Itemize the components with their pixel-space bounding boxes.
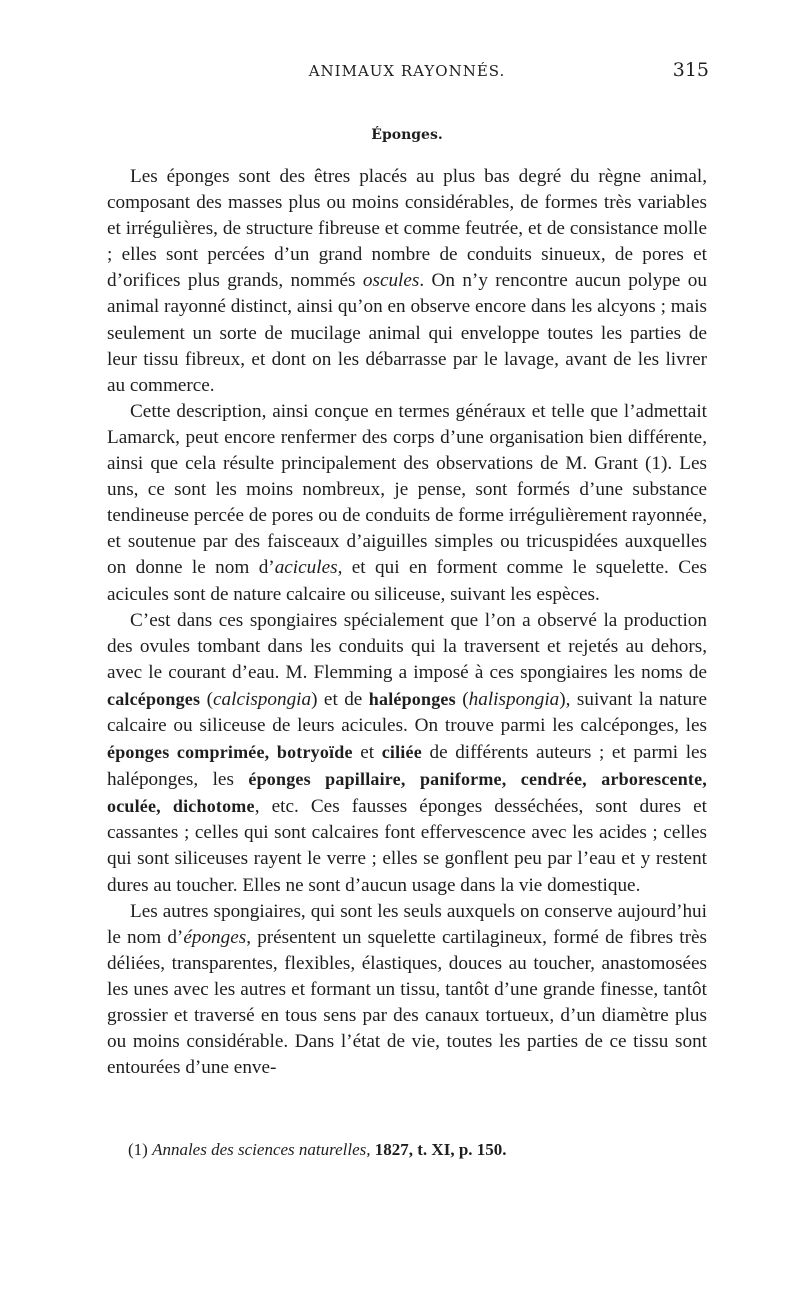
footnote-details: 1827, t. XI, p. 150.: [374, 1140, 507, 1159]
section-title: Éponges.: [371, 127, 443, 143]
text-segment: haléponges: [368, 688, 456, 709]
text-segment: . On n’y rencontre aucun polype ou animal rayonné distinct, ainsi qu’on en observe encore dans les alcyons ; mais seulement un sorte de mucilage animal qui enveloppe toutes les parties de leur tissu fibreux, et dont on les débarrasse par le lavage, avant de les livrer au commerce.: [107, 270, 707, 396]
paragraph: [107, 899, 707, 1082]
paragraph: [107, 608, 707, 899]
footnote: [128, 1140, 507, 1160]
page-number: 315: [672, 59, 709, 81]
running-title: ANIMAUX RAYONNÉS.: [308, 62, 506, 80]
text-segment: , et qui en forment comme le squelette. Ces acicules sont de nature calcaire ou siliceuse, suivant les espèces.: [107, 557, 707, 605]
text-segment: (: [200, 688, 214, 710]
text-segment: de différents auteurs ; et parmi les haléponges, les: [107, 742, 708, 791]
text-segment: ) et de: [311, 688, 369, 710]
text-segment: Cette description, ainsi conçue en termes généraux et telle que l’admettait Lamarck, peut encore renfermer des corps d’une organisation bien différente, ainsi que cela résulte principalement des observations de M. Grant (1). Les uns, ce sont les moins nombreux, je pense, sont formés d’une substance tendineuse percée de pores ou de conduits de forme irrégulièrement rayonnée, et soutenue par des faisceaux d’aiguilles simples ou tricuspidées auxquelles on donne le nom d’: [107, 400, 707, 579]
running-head: [107, 59, 709, 88]
text-segment: , présentent un squelette cartilagineux, formé de fibres très déliées, transparentes, flexibles, élastiques, douces au toucher, anastomosées les unes avec les autres et formant un tissu, tantôt d’une grande finesse, tantôt grossier et traversé en tous sens par des canaux tortueux, d’un diamètre plus ou moins considérable. Dans l’état de vie, toutes les parties de ce tissu sont entourées d’une enve-: [107, 926, 707, 1079]
text-segment: (: [455, 688, 469, 710]
text-segment: éponges comprimée, botryoïde: [107, 742, 353, 763]
text-segment: C’est dans ces spongiaires spécialement que l’on a observé la production des ovules tombant dans les conduits qui la traversent et rejetés au dehors, avec le courant d’eau. M. Flemming a imposé à ces spongiaires les noms de: [107, 609, 707, 683]
text-segment: oscules: [362, 270, 420, 292]
text-segment: éponges: [183, 926, 247, 948]
text-segment: ciliée: [381, 742, 422, 763]
footnote-journal: Annales des sciences naturelles,: [152, 1140, 371, 1159]
text-segment: , etc. Ces fausses éponges desséchées, sont dures et cassantes ; celles qui sont calcaires font effervescence avec les acides ; celles qui sont siliceuses rayent le verre ; elles se gonflent peu par l’eau et y restent dures au toucher. Elles ne sont d’aucun usage dans la vie domestique.: [107, 796, 707, 896]
text-segment: et: [352, 742, 382, 764]
text-segment: calcéponges: [107, 688, 201, 709]
text-segment: Les autres spongiaires, qui sont les seuls auxquels on conserve aujourd’hui le nom d’: [107, 900, 707, 948]
text-segment: ), suivant la nature calcaire ou siliceuse de leurs acicules. On trouve parmi les calcéponges, les: [107, 688, 708, 736]
footnote-marker: (1): [128, 1140, 148, 1159]
text-segment: Les éponges sont des êtres placés au plus bas degré du règne animal, composant des masses plus ou moins considérables, de formes très variables et irrégulières, de structure fibreuse et comme feutrée, et de consistance molle ; elles sont percées d’un grand nombre de conduits sinueux, de pores et d’orifices plus grands, nommés: [107, 166, 707, 292]
paragraph: [107, 164, 707, 399]
text-segment: acicules: [274, 557, 338, 579]
body-text: [107, 164, 707, 1081]
paragraph: [107, 399, 707, 608]
text-segment: halispongia: [468, 688, 560, 710]
text-segment: éponges papillaire, paniforme, cendrée, arborescente, oculée, dichotome: [107, 769, 707, 817]
text-segment: calcispongia: [213, 688, 312, 710]
